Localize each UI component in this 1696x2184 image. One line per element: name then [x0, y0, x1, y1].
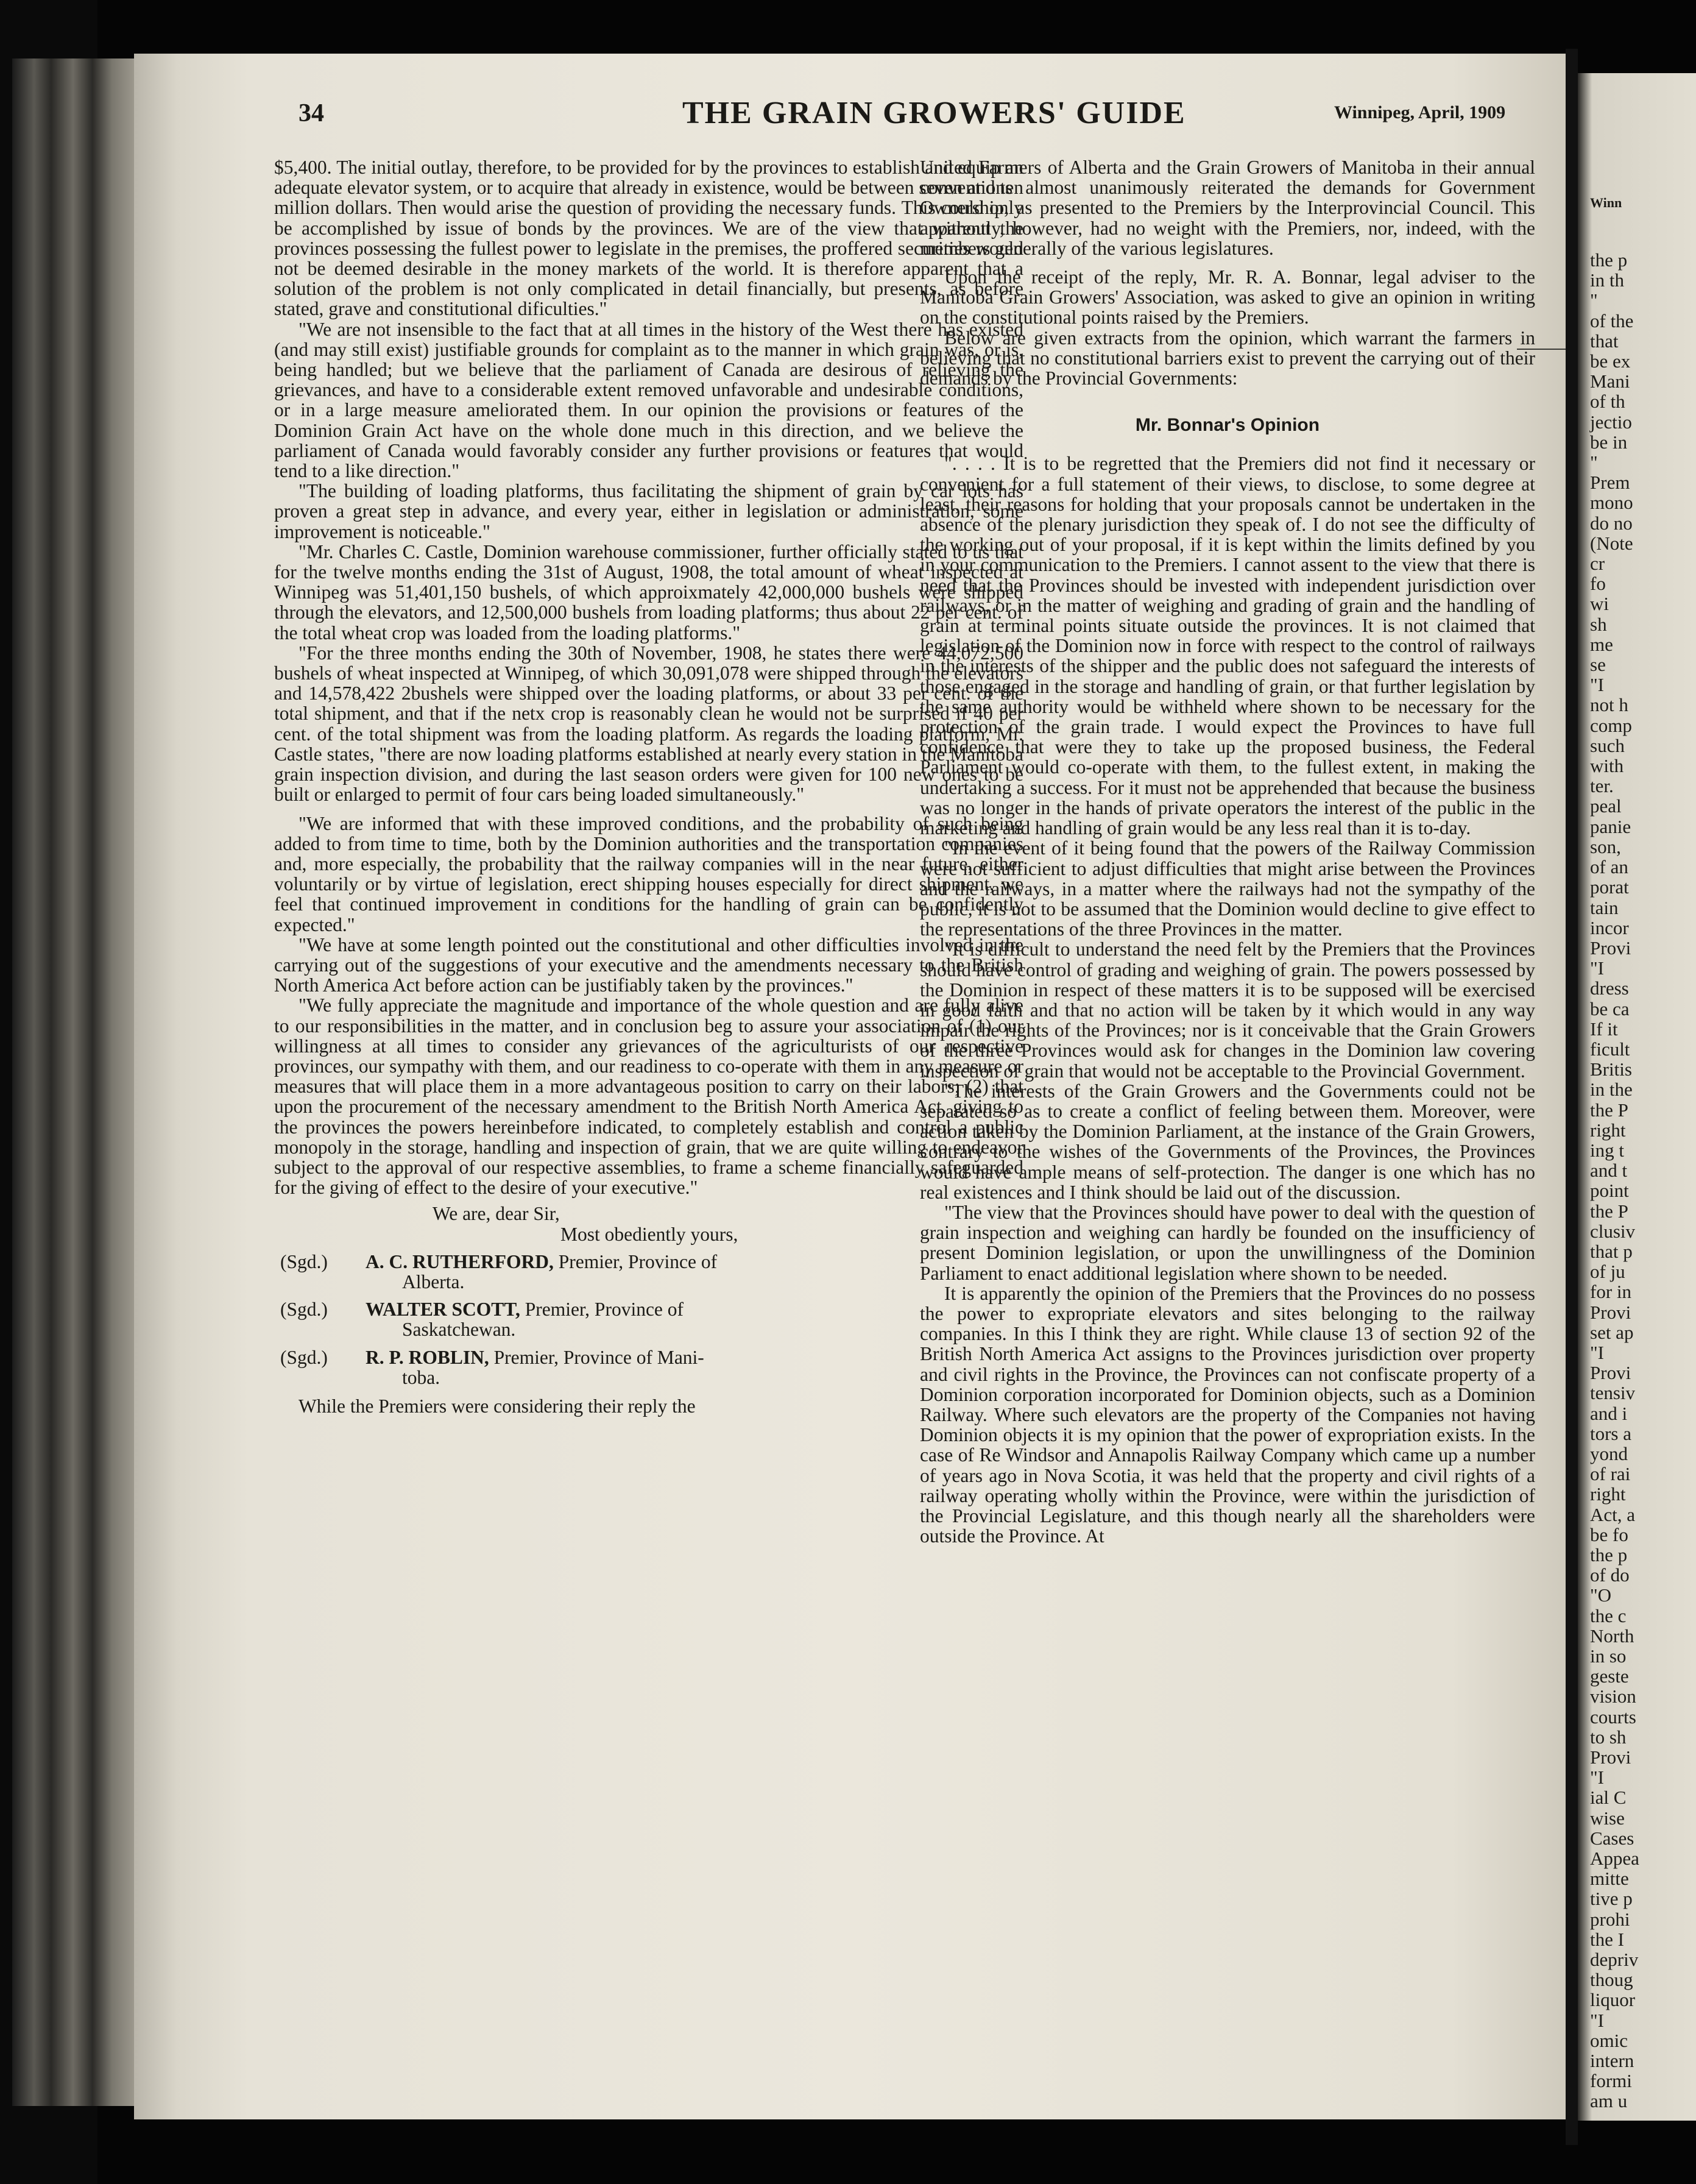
next-page-line: depriv [1590, 1949, 1639, 1971]
next-page-line: "I [1590, 1767, 1604, 1789]
newspaper-page [134, 54, 1566, 2119]
next-page-line: in so [1590, 1645, 1627, 1667]
next-page-line: of do [1590, 1564, 1630, 1586]
issue-date: Winnipeg, April, 1909 [1334, 102, 1506, 122]
next-page-line: (Note [1590, 532, 1633, 554]
next-page-line: intern [1590, 2050, 1634, 2072]
next-page-line: jectio [1590, 411, 1632, 433]
next-page-line: of ju [1590, 1261, 1625, 1283]
next-page-line: formi [1590, 2070, 1632, 2092]
next-page-line: set ap [1590, 1321, 1634, 1343]
next-page-line: be ex [1590, 350, 1631, 372]
next-page-line: Act, a [1590, 1503, 1636, 1525]
signatory-name: A. C. RUTHERFORD, [366, 1250, 554, 1272]
paragraph: $5,400. The initial outlay, therefore, to be provided for by the provinces to establish and equip an adequate elevator system, or to acquire that already in existence, would be between seven and ten million dollars. Then would arise the question of providing the necessary funds. This could only be accomplished by issue of bonds by the provinces. We are of the view that without the provinces possessing the fullest power to legislate in the premises, the proffered securities would not be deemed desirable in the money markets of the world. It is therefore apparent that a solution of the problem is not only complicated in detail financially, but presents, as before stated, grave and constitutional dificulties." [274, 157, 1023, 320]
next-page-line: thoug [1590, 1969, 1633, 1991]
next-page-line: be fo [1590, 1523, 1628, 1545]
next-page-line: se [1590, 654, 1606, 676]
next-page-line: Prem [1590, 472, 1630, 494]
next-page-line: Britis [1590, 1058, 1632, 1080]
next-page-line: with [1590, 755, 1624, 777]
paragraph: Upon the receipt of the reply, Mr. R. A. Bonnar, legal adviser to the Manitoba Grain Growers' Association, was asked to give an opinion in writing on the constitutional points raised by the Premiers. [920, 266, 1535, 328]
paragraph: "We fully appreciate the magnitude and importance of the whole question and are fully alive to our responsibilities in the matter, and in conclusion beg to assure your association of (1) our willingness at all times to consider any grievances of the agriculturists of our respective provinces, our sympathy with them, and our readiness to co-operate with them in any measure or measures that will place them in a more advantageous position to carry on their labors; (2) that upon the procurement of the necessary amendment to the British North America Act, giving to the provinces the powers hereinbefore indicated, to completely establish and control a public monopoly in the storage, handling and inspection of grain, that we are quite willing to endeavor subject to the approval of our respective assemblies, to frame a scheme financially safeguarded for the giving of effect to the desire of your executive." [274, 994, 1023, 1199]
next-page-line: me [1590, 633, 1613, 655]
signature: (Sgd.) A. C. RUTHERFORD, Premier, Province of Alberta. [280, 1250, 718, 1292]
signatory-name: WALTER SCOTT, [366, 1299, 520, 1321]
next-page-line: for in [1590, 1281, 1632, 1303]
next-page-line: prohi [1590, 1908, 1630, 1930]
next-page-line: ter. [1590, 775, 1614, 797]
paragraph: "We are not insensible to the fact that at all times in the history of the West there has existed (and may still exist) justifiable grounds for complaint as to the manner in which grain was, or is, being handled; but we believe that the parliament of Canada are desirous of relieving the grievances, and have to a considerable extent removed unfavorable and undesirable conditions, or in a large measure ameliorated them. In our opinion the provisions or features of the Dominion Grain Act have on the whole done much in this direction, and we believe the parliament of Canada would favorably consider any further provisions or features that would tend to a like direction." [274, 318, 1023, 482]
next-page-line: vision [1590, 1686, 1636, 1707]
next-page-line: fo [1590, 573, 1606, 595]
next-page-line: the p [1590, 1544, 1628, 1565]
next-page-line: Appea [1590, 1848, 1639, 1870]
letter-closing [274, 1204, 1023, 1244]
next-page-line: of an [1590, 856, 1628, 878]
next-page-line: porat [1590, 876, 1629, 898]
next-page-line: omic [1590, 2029, 1628, 2051]
next-page-line: wise [1590, 1807, 1625, 1829]
next-page-line: the P [1590, 1200, 1628, 1222]
paragraph: "The interests of the Grain Growers and the Governments could not be separated so as to create a conflict of feeling between them. Moreover, were action taken by the Dominion Parliament, at the instance of the Grain Growers, contrary to the wishes of the Governments of the Provinces, the Provinces would have ample means of self-protection. The danger is one which has no real existences and I think should be laid out of the discussion. [920, 1080, 1535, 1203]
next-page-line: be ca [1590, 998, 1630, 1019]
next-page-line: tive p [1590, 1888, 1633, 1910]
next-page-line: sh [1590, 613, 1607, 635]
next-page-line: son, [1590, 835, 1621, 857]
signatory-name: R. P. ROBLIN, [366, 1346, 489, 1368]
next-page-line: dress [1590, 977, 1629, 999]
next-page-line: Provi [1590, 1746, 1631, 1768]
paragraph: "It is difficult to understand the need felt by the Premiers that the Provinces should have control of grading and weighing of grain. The powers possessed by the Dominion in respect of these matters it is to be supposed will be exercised in good faith and that no action will be taken by it which would in any way impair the rights of the Provinces; nor is it conceivable that the Grain Growers of the three Provinces would ask for changes in the Dominion law covering inspection of grain that would not be acceptable to the Provincial Government. [920, 938, 1535, 1082]
next-page-line: "I [1590, 674, 1604, 696]
next-page-line: peal [1590, 795, 1622, 817]
next-page-line: of the [1590, 310, 1634, 332]
next-page-line: yond [1590, 1442, 1628, 1464]
right-column [920, 157, 1535, 1546]
next-page-line: North [1590, 1625, 1634, 1647]
next-page-line: If it [1590, 1018, 1618, 1040]
next-page-line: " [1590, 452, 1598, 473]
closing-salutation: We are, dear Sir, [433, 1203, 560, 1225]
next-page-edge [1578, 73, 1696, 2121]
paragraph: "The building of loading platforms, thus facilitating the shipment of grain by car lots has proven a great step in advance, and every year, either in legislation or administration, some improvement is noticeable." [274, 480, 1023, 542]
paragraph: "We have at some length pointed out the constitutional and other difficulties involved in the carrying out of the suggestions of your executive and the amendments necessary to the British North America Act before action can be justifiably taken by the provinces." [274, 934, 1023, 996]
next-page-line: of th [1590, 391, 1625, 413]
book-spine-edge [12, 58, 134, 2106]
next-page-line: tors a [1590, 1422, 1632, 1444]
next-page-line: Provi [1590, 1301, 1631, 1323]
signature: (Sgd.) R. P. ROBLIN, Premier, Province of Mani- toba. [280, 1346, 704, 1388]
next-page-line: the c [1590, 1604, 1627, 1626]
next-page-line: do no [1590, 512, 1633, 534]
next-page-line: right [1590, 1483, 1626, 1505]
paragraph: "In the event of it being found that the powers of the Railway Commission were not sufficient to adjust difficulties that might arise between the Provinces and the railways, in a matter where the railways had not the sympathy of the public, it is not to be assumed that the Dominion would decline to give effect to the representations of the three Provinces in the matter. [920, 837, 1535, 940]
next-page-line: am u [1590, 2090, 1628, 2112]
next-page-line: be in [1590, 431, 1628, 453]
next-page-line: the I [1590, 1928, 1624, 1950]
next-page-line: Cases [1590, 1827, 1634, 1849]
next-page-line: clusiv [1590, 1220, 1636, 1242]
next-page-line: in the [1590, 1079, 1633, 1101]
next-page-line: right [1590, 1119, 1626, 1141]
next-page-line: of rai [1590, 1463, 1631, 1485]
journal-title: THE GRAIN GROWERS' GUIDE [682, 96, 1186, 130]
next-page-line: that [1590, 330, 1619, 352]
page-gutter [1566, 49, 1578, 2145]
next-page-line: the P [1590, 1099, 1628, 1121]
next-page-line: not h [1590, 694, 1628, 716]
paragraph: Below are given extracts from the opinion, which warrant the farmers in believing that no constitutional barriers exist to prevent the carrying out of their demands by the Provincial Governments: [920, 327, 1535, 389]
next-page-line: ial C [1590, 1787, 1627, 1809]
next-page-line: Provi [1590, 1362, 1631, 1384]
section-heading: Mr. Bonnar's Opinion [1135, 415, 1320, 436]
next-page-line: "I [1590, 1341, 1604, 1363]
next-page-line: and t [1590, 1160, 1628, 1182]
next-page-line: mitte [1590, 1868, 1629, 1890]
next-page-line: Mani [1590, 370, 1630, 392]
paragraph: "Mr. Charles C. Castle, Dominion warehouse commissioner, further officially stated to us that for the twelve months ending the 31st of August, 1908, the total amount of wheat inspected at Winnipeg was 51,401,150 bushels, of which approixmately 42,000,000 bushels were shipped through the elevators, and 12,500,000 bushels from loading platforms; thus about 22 per cent. of the total wheat crop was loaded from the loading platforms." [274, 541, 1023, 644]
paragraph: "The view that the Provinces should have power to deal with the question of grain inspection and weighing can hardly be founded on the insufficiency of present Dominion legislation, or upon the unwillingness of the Dominion Parliament to enact additional legislation where shown to be needed. [920, 1201, 1535, 1284]
next-page-line: and i [1590, 1402, 1628, 1424]
next-page-line: to sh [1590, 1726, 1627, 1748]
page-number: 34 [299, 99, 324, 127]
next-page-line: comp [1590, 714, 1632, 736]
next-page-line: cr [1590, 553, 1605, 575]
signature: (Sgd.) WALTER SCOTT, Premier, Province of Saskatchewan. [280, 1299, 684, 1341]
closing-valediction: Most obediently yours, [560, 1223, 738, 1245]
next-page-line: "O [1590, 1584, 1612, 1606]
next-page-line: tensiv [1590, 1382, 1636, 1404]
next-page-line: such [1590, 734, 1625, 756]
next-page-line: courts [1590, 1706, 1636, 1728]
next-page-line: Provi [1590, 937, 1631, 959]
next-page-line: " [1590, 289, 1598, 311]
next-page-line: ing t [1590, 1139, 1624, 1161]
next-page-header: Winn [1590, 195, 1622, 210]
next-page-line: point [1590, 1180, 1629, 1202]
next-page-line: the p [1590, 249, 1628, 271]
next-page-line: "I [1590, 957, 1604, 979]
next-page-line: mono [1590, 492, 1633, 514]
paragraph: "We are informed that with these improved conditions, and the probability of such being added to from time to time, both by the Dominion authorities and the transportation companies and, more especially, the probability that the railway companies will in the near future, either voluntarily or by virtue of legislation, erect shipping houses especially for direct shipment, we feel that continued improvement in conditions for the handling of grain can be confidently expected." [274, 812, 1023, 935]
next-page-line: in th [1590, 269, 1624, 291]
next-page-line: geste [1590, 1665, 1629, 1687]
next-page-line: ficult [1590, 1038, 1630, 1060]
next-page-line: "I [1590, 2009, 1604, 2031]
next-page-line: liquor [1590, 1989, 1636, 2011]
left-column [274, 157, 1023, 1416]
next-page-line: tain [1590, 896, 1619, 918]
paragraph: It is apparently the opinion of the Premiers that the Provinces do no possess the power to expropriate elevators and sites belonging to the railway companies. In this I think they are right. While clause 13 of section 92 of the British North America Act assigns to the Provinces jurisdiction over property and civil rights in the Province, the Provinces can not confiscate property of a Dominion corporation incorporated for Dominion objects, such as a Dominion Railway. Where such elevators are the property of the Companies not having Dominion objects it is my opinion that the power of expropriation exists. In the case of Re Windsor and Annapolis Railway Company which came up a number of years ago in Nova Scotia, it was held that the property and civil rights of a railway operating wholly within the Province, were within the jurisdiction of the Provincial Legislature, and this though nearly all the shareholders were outside the Province. At [920, 1282, 1535, 1547]
paragraph: ". . . . It is to be regretted that the Premiers did not find it necessary or convenient for a full statement of their views, to disclose, to some degree at least, their reasons for holding that your proposals cannot be undertaken in the absence of the plenary jurisdiction they speak of. I do not see the difficulty of the working out of your proposal, if it is kept within the limits defined by you in your communication to the Premiers. I cannot assent to the view that there is need that the Provinces should be invested with independent jurisdiction over railways, or in the matter of weighing and grading of grain and the handling of grain at terminal points situate outside the provinces. It is not claimed that legislation of the Dominion now in force with respect to the control of railways in the interests of the shipper and the public does not safeguard the interests of those engaged in the storage and handling of grain, or that further legislation by the same authority would be withheld where shown to be necessary for the protection of the grain trade. I would expect the Provinces to have full confidence that were they to take up the proposed business, the Federal Parliament would co-operate with them, to the fullest extent, in making the undertaking a success. For it must not be apprehended that because the business was no longer in the hands of private operators the interest of the public in the marketing and handling of grain would be any less real than it is to-day. [920, 453, 1535, 839]
next-page-line: that p [1590, 1240, 1633, 1262]
next-page-text [1590, 250, 1696, 2111]
paragraph: "For the three months ending the 30th of November, 1908, he states there were 44,072,500 bushels of wheat inspected at Winnipeg, of which 30,091,078 were shipped through the elevators and 14,578,422 2bushels were shipped over the loading platforms, or about 33 per cent. of the total shipment, and that if the netx crop is reasonably clean he would not be surprised if 40 per cent. of the total shipment was from the loading platform. As regards the loading platform, Mr. Castle states, "there are now loading platforms established at nearly every station in the Manitoba grain inspection division, and during the last season orders were given for 100 new ones to be built or enlarged to permit of four cars being loaded simultaneously." [274, 642, 1023, 806]
next-page-line: panie [1590, 815, 1631, 837]
next-page-line: incor [1590, 916, 1629, 938]
paragraph: While the Premiers were considering their reply the [299, 1395, 696, 1417]
paragraph: United Farmers of Alberta and the Grain Growers of Manitoba in their annual conventions almost unanimously reiterated the demands for Government Ownership, as presented to the Premiers by the Interprovincial Council. This apparently, however, had no weight with the Premiers, nor, indeed, with the members generally of the various legislatures. [920, 157, 1535, 259]
next-page-line: wi [1590, 593, 1609, 615]
